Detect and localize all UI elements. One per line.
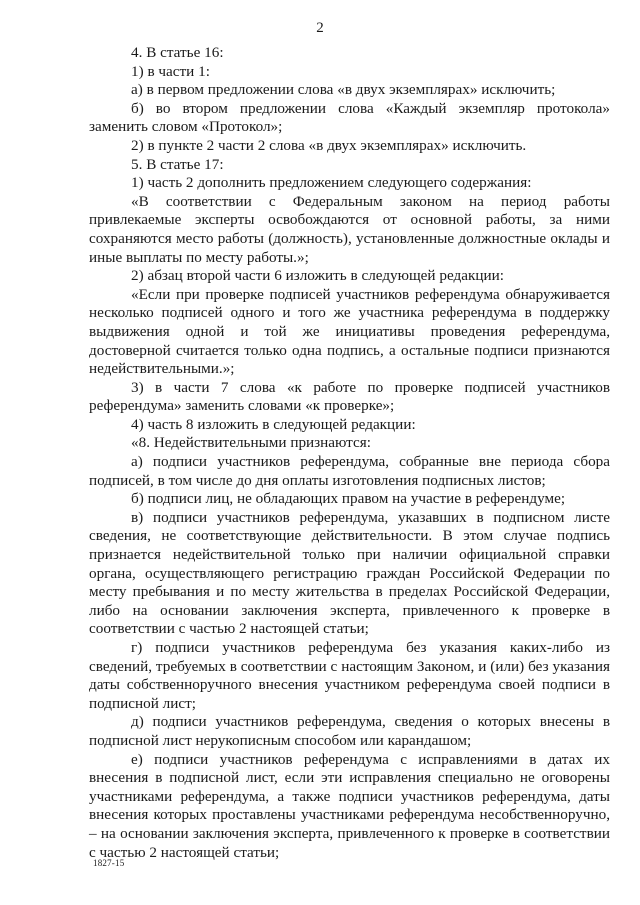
paragraph: д) подписи участников референдума, сведения о которых внесены в подписной лист нерукописным способом или карандашом; [89, 713, 610, 749]
paragraph: 1) часть 2 дополнить предложением следующего содержания: [131, 174, 532, 192]
page-number: 2 [316, 20, 324, 36]
paragraph: «Если при проверке подписей участников референдума обнаруживается несколько подписей одного и того же участника референдума в поддержку выдвижения одной и той же инициативы проведения референдума, достоверной считается только одна подпись, а остальные подписи признаются недействительными.»; [89, 285, 610, 378]
paragraph: 2) абзац второй части 6 изложить в следующей редакции: [131, 267, 504, 285]
paragraph: в) подписи участников референдума, указавших в подписном листе сведения, не соответствующие действительности. В этом случае подпись признается недействительной только при наличии официальной справки органа, осуществляющего регистрацию граждан Российской Федерации по месту пребывания и по месту жительства в пределах Российской Федерации, либо на основании заключения эксперта, привлеченного к проверке в соответствии с частью 2 настоящей статьи; [89, 508, 610, 638]
paragraph: а) в первом предложении слова «в двух экземплярах» исключить; [131, 81, 556, 99]
paragraph: «В соответствии с Федеральным законом на период работы привлекаемые эксперты освобождаются от основной работы, за ними сохраняются место работы (должность), установленные должностные оклады и иные выплаты по месту работы.»; [89, 192, 610, 266]
paragraph: 5. В статье 17: [131, 155, 224, 173]
footer-document-code: 1827-15 [93, 858, 125, 868]
paragraph: б) во втором предложении слова «Каждый экземпляр протокола» заменить словом «Протокол»; [89, 99, 610, 136]
paragraph: 4) часть 8 изложить в следующей редакции: [131, 415, 416, 433]
paragraph: «8. Недействительными признаются: [131, 434, 371, 452]
paragraph: 4. В статье 16: [131, 44, 224, 61]
paragraph: б) подписи лиц, не обладающих правом на участие в референдуме; [131, 490, 566, 508]
paragraph: 1) в части 1: [131, 62, 210, 80]
paragraph: е) подписи участников референдума с исправлениями в датах их внесения в подписной лист, если эти исправления специально не оговорены участниками референдума, а также подписи участников референдума, даты внесения которых проставлены участниками референдума несобственноручно, – на основании заключения эксперта, привлеченного к проверке в соответствии с частью 2 настоящей статьи; [89, 750, 610, 861]
paragraph: 3) в части 7 слова «к работе по проверке подписей участников референдума» заменить словами «к проверке»; [89, 378, 610, 415]
document-body [89, 44, 610, 862]
paragraph: 2) в пункте 2 части 2 слова «в двух экземплярах» исключить. [131, 136, 527, 154]
paragraph: г) подписи участников референдума без указания каких-либо из сведений, требуемых в соответствии с настоящим Законом, и (или) без указания даты собственноручного внесения участником референдума своей подписи в подписной лист; [89, 639, 610, 712]
paragraph: а) подписи участников референдума, собранные вне периода сбора подписей, в том числе до дня оплаты изготовления подписных листов; [89, 453, 610, 489]
